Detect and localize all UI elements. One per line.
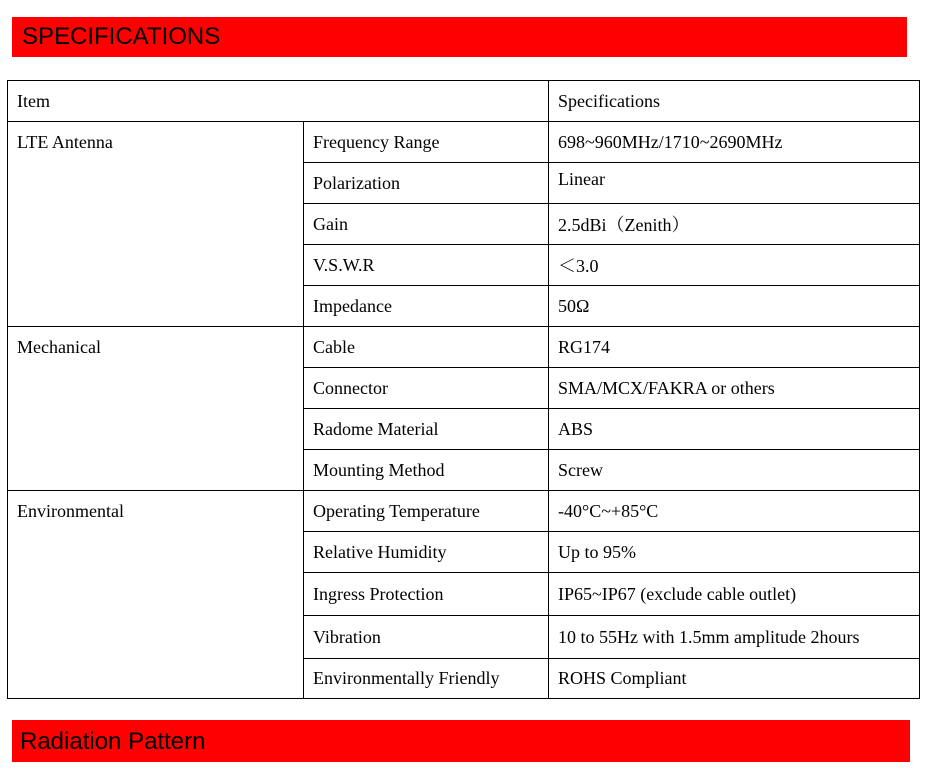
param-cell: Gain bbox=[304, 204, 549, 245]
value-cell: ＜3.0 bbox=[549, 245, 920, 286]
value-cell: -40°C~+85°C bbox=[549, 491, 920, 532]
param-cell: Ingress Protection bbox=[304, 573, 549, 616]
table-header-row bbox=[8, 81, 920, 122]
param-cell: Operating Temperature bbox=[304, 491, 549, 532]
header-specifications: Specifications bbox=[549, 81, 920, 122]
param-cell: Vibration bbox=[304, 616, 549, 659]
specifications-title: SPECIFICATIONS bbox=[22, 23, 221, 50]
param-cell: Environmentally Friendly bbox=[304, 659, 549, 699]
value-cell: 2.5dBi（Zenith） bbox=[549, 204, 920, 245]
radiation-pattern-banner bbox=[12, 720, 910, 762]
value-cell: Up to 95% bbox=[549, 532, 920, 573]
specifications-table bbox=[7, 80, 920, 699]
value-cell: 10 to 55Hz with 1.5mm amplitude 2hours bbox=[549, 616, 920, 659]
param-cell: V.S.W.R bbox=[304, 245, 549, 286]
category-environmental: Environmental bbox=[8, 491, 304, 699]
value-cell: 698~960MHz/1710~2690MHz bbox=[549, 122, 920, 163]
value-cell: 50Ω bbox=[549, 286, 920, 327]
value-cell: SMA/MCX/FAKRA or others bbox=[549, 368, 920, 409]
param-cell: Connector bbox=[304, 368, 549, 409]
category-lte-antenna: LTE Antenna bbox=[8, 122, 304, 327]
value-cell: Screw bbox=[549, 450, 920, 491]
specifications-banner bbox=[12, 17, 907, 57]
param-cell: Relative Humidity bbox=[304, 532, 549, 573]
table-row bbox=[8, 122, 920, 163]
value-cell: RG174 bbox=[549, 327, 920, 368]
radiation-pattern-title: Radiation Pattern bbox=[20, 728, 206, 755]
value-cell: ABS bbox=[549, 409, 920, 450]
value-cell: Linear bbox=[549, 163, 920, 204]
param-cell: Radome Material bbox=[304, 409, 549, 450]
table-row bbox=[8, 491, 920, 532]
param-cell: Frequency Range bbox=[304, 122, 549, 163]
param-cell: Impedance bbox=[304, 286, 549, 327]
param-cell: Mounting Method bbox=[304, 450, 549, 491]
value-cell: ROHS Compliant bbox=[549, 659, 920, 699]
category-mechanical: Mechanical bbox=[8, 327, 304, 491]
param-cell: Cable bbox=[304, 327, 549, 368]
value-cell: IP65~IP67 (exclude cable outlet) bbox=[549, 573, 920, 616]
header-item: Item bbox=[8, 81, 549, 122]
param-cell: Polarization bbox=[304, 163, 549, 204]
table-row bbox=[8, 327, 920, 368]
